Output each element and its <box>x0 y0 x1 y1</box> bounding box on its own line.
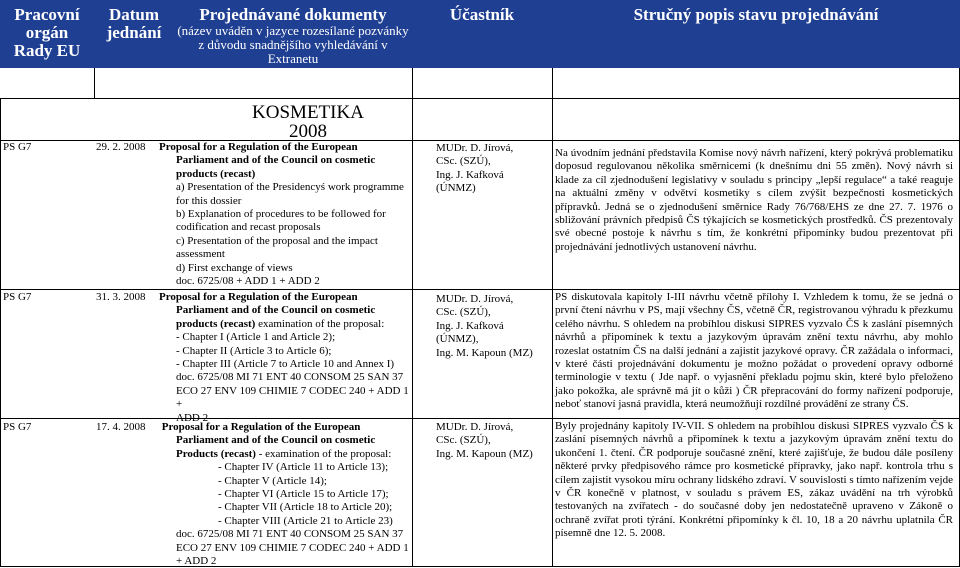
row-documents-body: Parliament and of the Council on cosmetic products (recast) a) Presentation of the Presidencyś work programme for this dossier b) Explanation of procedures to be followed for codification and recast proposals c) Presentation of the proposal and the impact assessment d) First exchange of views doc. 6725/08 + ADD 1 + ADD 2 <box>176 154 404 288</box>
section-year: 2008 <box>289 121 327 142</box>
row-participants: MUDr. D. Jírová, CSc. (SZÚ), Ing. J. Kafková (ÚNMZ), Ing. M. Kapoun (MZ) <box>436 293 533 359</box>
row-organ: PS G7 <box>3 291 32 303</box>
row-organ: PS G7 <box>3 141 32 153</box>
row-documents-body: Parliament and of the Council on cosmetic Products (recast) - examination of the proposal: - Chapter IV (Article 11 to Article 13); - Chapter V (Article 14); - Chapter VI (Article 15 to Article 17); - Chapter VII (Article 18 to Article 20); - Chapter VIII (Article 21 to Article 23) doc. 6725/08 MI 71 ENT 40 CONSOM 25 SAN 37 ECO 27 ENV 109 CHIMIE 7 CODEC 240 + ADD 1 + ADD 2 <box>176 434 409 568</box>
grid-line <box>0 289 960 290</box>
table-header <box>0 0 960 80</box>
header-documents: Projednávané dokumenty (název uváděn v jazyce rozesílané pozvánky z důvodu snadnějšího vyhledávání v Extranetu apod.) <box>177 5 409 80</box>
row-participants: MUDr. D. Jírová, CSc. (SZÚ), Ing. J. Kafková (ÚNMZ) <box>436 142 514 195</box>
grid-line <box>552 68 553 567</box>
grid-line <box>412 68 413 567</box>
row-date: 29. 2. 2008 <box>96 141 146 153</box>
header-participant: Účastník <box>449 5 515 24</box>
row-description: Byly projednány kapitoly IV-VII. S ohledem na probíhlou diskusi SIPRES vyzvalo ČS k zaslání písemných návrhů a připomínek k textu a jazykovým úpravám znění textu do ukončení 1. čtení. ČR podporuje současné znění, které zajišťuje, že budou dále posíleny některé prvky předpisového rámce pro kosmetické přípravky, jako např. kontrola trhu s cílem zajistit vysokou míru ochrany lidského zdraví. V souvislosti s tímto nařízením vejde v ČR konečně v platnost, v souladu s právem ES, zákaz uvádění na trh výrobků testovaných na zvířatech - do současné doby jen nedostatečně upraveno v Zákoně o ochraně zvířat proti týrání. Konkrétní připomínky k čl. 10, 18 a 20 návrhu uplatnila ČR písemně dne 12. 5. 2008. <box>555 420 953 540</box>
grid-line <box>0 98 960 99</box>
header-description: Stručný popis stavu projednávání <box>633 5 879 24</box>
row-description: PS diskutovala kapitoly I-III návrhu včetně přílohy I. Vzhledem k tomu, že se jedná o první čtení návrhu v PS, mají všechny ČS, včetně ČR, registrovanou výhradu k přezkumu celého návrhu. S ohledem na probíhlou diskusi SIPRES vyzvalo ČS k zaslání písemných návrhů a připomínek k textu a jazykovým úpravám znění textu návrhu, aby mohlo rozeslat ostatním ČS na další jednání a zajistit jazykové opravy. ČR zažádala o informaci, v které části projednávání dokumentu je možno požádat o provedení opravy odborné terminologie v textu ( Jde např. o vyjasnění překladu pojmu skin, které bylo přeloženo jako pokožka, ale správně má jít o kůži ) ČR přepracování do formy nařízení podporuje, neboť stanoví jasná pravidla, která neumožňují rozdílné provádění ze strany ČS. <box>555 291 953 411</box>
grid-line <box>94 68 95 98</box>
section-title: KOSMETIKA <box>252 102 364 123</box>
row-documents: Proposal for a Regulation of the European <box>159 291 358 303</box>
grid-line <box>0 418 960 419</box>
row-date: 17. 4. 2008 <box>96 421 146 433</box>
row-date: 31. 3. 2008 <box>96 291 146 303</box>
row-documents: Proposal for a Regulation of the European <box>159 141 358 153</box>
row-organ: PS G7 <box>3 421 32 433</box>
row-description: Na úvodním jednání představila Komise nový návrh nařízení, který pokrývá problematiku doposud regulovanou několika směrnicemi (k dnešnímu dni 55 změn). Nový návrh si klade za cíl zjednodušení legislativy v souladu s principy „lepší regulace“ a také reaguje na aktuální změny v odvětví kosmetiky s cílem zvýšit bezpečnosti kosmetických přípravků. Jedná se o zjednodušení směrnice Rady 76/768/EHS ze dne 27. 7. 1976 o sbližování právních předpisů ČS týkajících se kosmetických prostředků. ČS prezentovaly své obecné postoje k návrhu s tím, že konkrétní připomínky budou prezentovat při projednávání jednotlivých ustanovení návrhu. <box>555 147 953 253</box>
header-organ: Pracovní orgán Rady EU <box>13 5 81 60</box>
row-documents-body: Parliament and of the Council on cosmetic products (recast) examination of the proposal: - Chapter I (Article 1 and Article 2); - Chapter II (Article 3 to Article 6); - Chapter III (Article 7 to Article 10 and Annex I) doc. 6725/08 MI 71 ENT 40 CONSOM 25 SAN 37 ECO 27 ENV 109 CHIMIE 7 CODEC 240 + ADD 1 + ADD 2 <box>176 304 409 424</box>
header-date: Datum jednání <box>106 5 162 42</box>
row-participants: MUDr. D. Jírová, CSc. (SZÚ), Ing. M. Kapoun (MZ) <box>436 421 533 460</box>
row-documents: Proposal for a Regulation of the European <box>159 421 361 433</box>
grid-line <box>0 98 1 567</box>
